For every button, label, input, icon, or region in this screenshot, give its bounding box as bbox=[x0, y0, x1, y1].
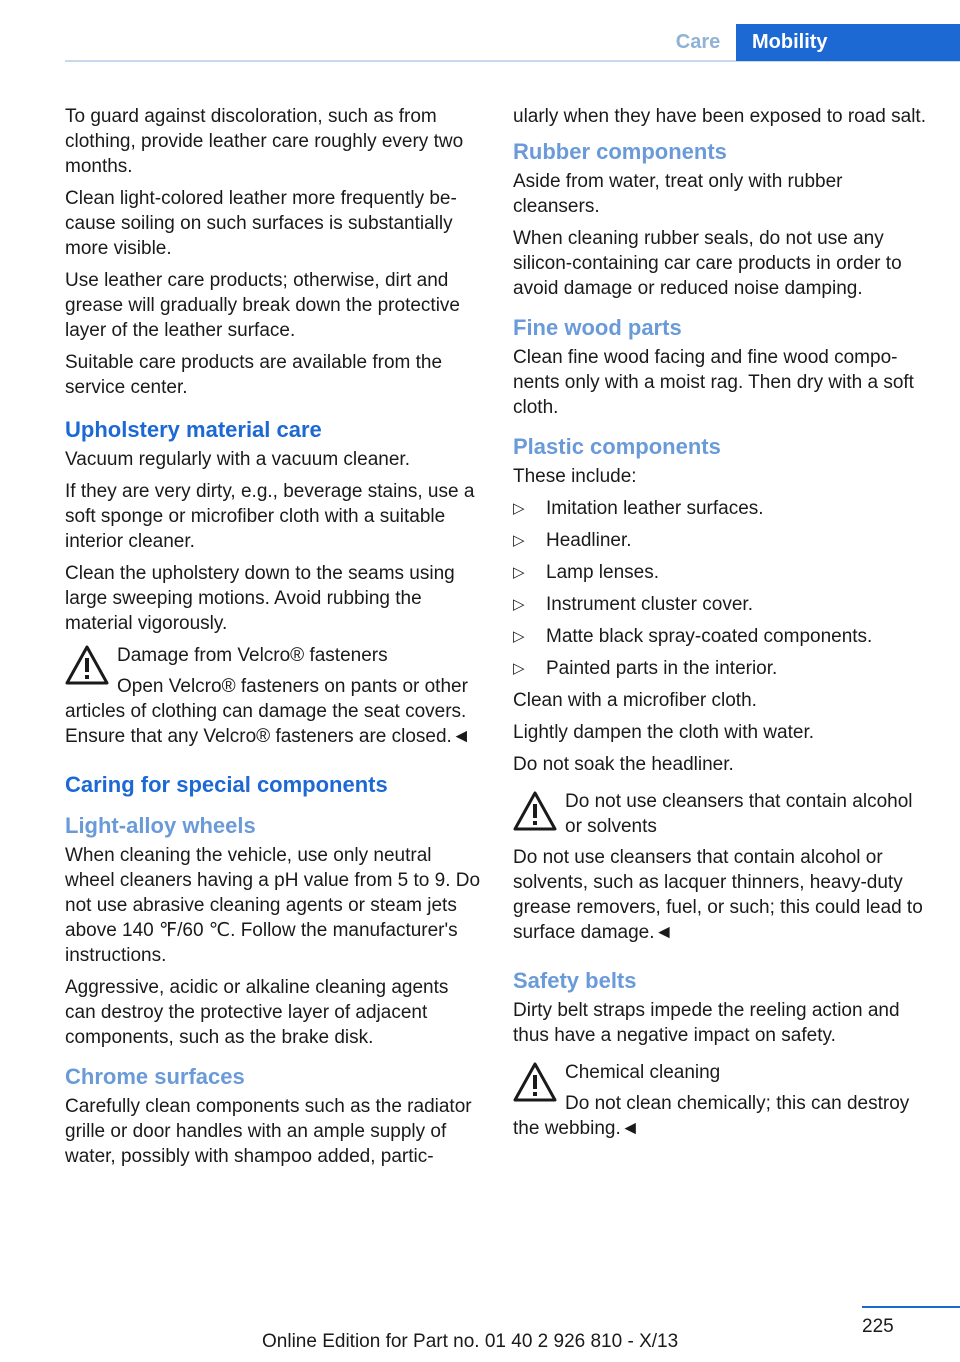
paragraph: Dirty belt straps impede the reeling action and thus have a negative impact on safety. bbox=[513, 1000, 900, 1046]
left-column bbox=[65, 104, 483, 1176]
rubber-heading: Rubber components bbox=[513, 139, 727, 164]
bullet-triangle-icon: ▷ bbox=[513, 660, 525, 677]
tab-mobility[interactable]: Mobility bbox=[736, 24, 960, 61]
paragraph: Vacuum regularly with a vacuum cleaner. bbox=[65, 449, 410, 470]
paragraph: To guard against discoloration, such as from clothing, provide leather care roughly every two months. bbox=[65, 106, 464, 177]
special-components-heading: Caring for special components bbox=[65, 772, 388, 797]
paragraph: Aside from water, treat only with rubber cleansers. bbox=[513, 171, 843, 217]
fine-wood-heading: Fine wood parts bbox=[513, 315, 682, 340]
right-column bbox=[513, 104, 931, 1148]
chrome-heading: Chrome surfaces bbox=[65, 1064, 245, 1089]
paragraph: When cleaning the vehicle, use only neutral wheel cleaners having a pH value from 5 to 9. Do not use abrasive cleaning agents or steam jets above 140 ℉/60 ℃. Follow the manufacturer's instructions. bbox=[65, 845, 481, 966]
list-item: ▷ Headliner. bbox=[513, 530, 632, 551]
chemical-cleaning-warning bbox=[513, 1060, 931, 1141]
warning-text: Do not clean chemically; this can destroy the webbing.◄ bbox=[513, 1093, 910, 1139]
warning-triangle-icon bbox=[513, 1062, 557, 1102]
warning-text: Do not use cleansers that contain alcohol or solvents, such as lacquer thinners, heavy-duty grease removers, fuel, or such; this could lead to surface damage.◄ bbox=[513, 847, 923, 943]
paragraph: Do not soak the headliner. bbox=[513, 754, 734, 775]
list-item: ▷ Instrument cluster cover. bbox=[513, 594, 753, 615]
warning-title: Damage from Velcro® fasteners bbox=[117, 645, 388, 666]
list-item: ▷ Lamp lenses. bbox=[513, 562, 660, 583]
upholstery-heading: Upholstery material care bbox=[65, 417, 322, 442]
warning-text: Open Velcro® fasteners on pants or other articles of clothing can damage the seat covers. Ensure that any Velcro® fasteners are closed.◄ bbox=[65, 676, 471, 747]
paragraph: Clean light-colored leather more frequently because soiling on such surfaces is substantially more visible. bbox=[65, 188, 457, 259]
plastic-list bbox=[513, 496, 931, 681]
alcohol-warning bbox=[513, 789, 931, 945]
paragraph: When cleaning rubber seals, do not use any silicon-containing car care products in order to avoid damage or reduced noise damping. bbox=[513, 228, 902, 299]
light-alloy-heading: Light-alloy wheels bbox=[65, 813, 256, 838]
bullet-triangle-icon: ▷ bbox=[513, 500, 525, 517]
paragraph: Clean fine wood facing and fine wood components only with a moist rag. Then dry with a soft cloth. bbox=[513, 347, 914, 418]
warning-triangle-icon bbox=[513, 791, 557, 831]
plastic-heading: Plastic components bbox=[513, 434, 721, 459]
paragraph: Carefully clean components such as the radiator grille or door handles with an ample supply of water, possibly with shampoo added, partic- bbox=[65, 1096, 472, 1167]
bullet-triangle-icon: ▷ bbox=[513, 628, 525, 645]
paragraph: Clean the upholstery down to the seams using large sweeping motions. Avoid rubbing the material vigorously. bbox=[65, 563, 455, 634]
list-item: ▷ Imitation leather surfaces. bbox=[513, 498, 764, 519]
list-item: ▷ Matte black spray-coated components. bbox=[513, 626, 873, 647]
paragraph: Clean with a microfiber cloth. bbox=[513, 690, 757, 711]
page-number: 225 bbox=[862, 1316, 894, 1337]
safety-belts-heading: Safety belts bbox=[513, 968, 637, 993]
warning-triangle-icon bbox=[65, 645, 109, 685]
paragraph: Lightly dampen the cloth with water. bbox=[513, 722, 815, 743]
edition-note: Online Edition for Part no. 01 40 2 926 810 - X/13 bbox=[262, 1331, 679, 1352]
paragraph: If they are very dirty, e.g., beverage stains, use a soft sponge or microfiber cloth with a suitable interior cleaner. bbox=[65, 481, 475, 552]
bullet-triangle-icon: ▷ bbox=[513, 532, 525, 549]
paragraph: Suitable care products are available from the service center. bbox=[65, 352, 443, 398]
bullet-triangle-icon: ▷ bbox=[513, 564, 525, 581]
warning-title: Do not use cleansers that contain alcohol or solvents bbox=[565, 791, 913, 837]
list-item: ▷ Painted parts in the interior. bbox=[513, 658, 778, 679]
velcro-warning bbox=[65, 643, 483, 749]
paragraph: These include: bbox=[513, 466, 637, 487]
footer-divider bbox=[862, 1306, 960, 1308]
warning-title: Chemical cleaning bbox=[565, 1062, 721, 1083]
paragraph: Aggressive, acidic or alkaline cleaning agents can destroy the protective layer of adjacent components, such as the brake disk. bbox=[65, 977, 449, 1048]
bullet-triangle-icon: ▷ bbox=[513, 596, 525, 613]
tab-care[interactable]: Care bbox=[675, 31, 721, 53]
paragraph: ularly when they have been exposed to road salt. bbox=[513, 106, 926, 127]
paragraph: Use leather care products; otherwise, dirt and grease will gradually break down the protective layer of the leather surface. bbox=[65, 270, 460, 341]
